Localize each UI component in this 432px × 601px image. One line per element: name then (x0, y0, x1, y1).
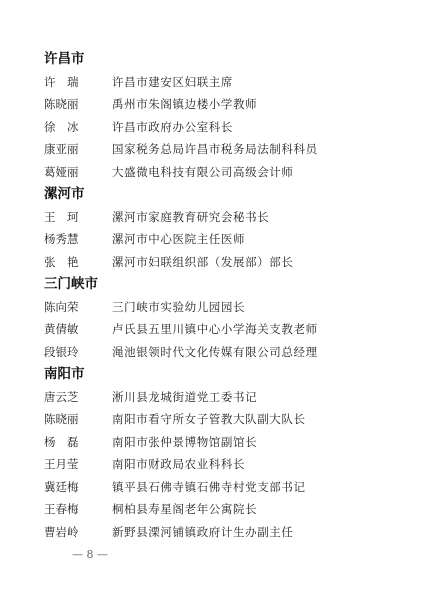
person-role: 漯河市家庭教育研究会秘书长 (112, 209, 270, 224)
person-name: 王 珂 (44, 209, 79, 224)
list-item (44, 93, 404, 116)
person-role: 国家税务总局许昌市税务局法制科科员 (112, 142, 318, 156)
person-name: 黄倩敏 (44, 322, 79, 336)
list-item (44, 476, 404, 499)
section-title: 三门峡市 (44, 276, 98, 292)
list-item (44, 453, 404, 476)
person-name: 杨 磊 (44, 434, 79, 449)
list-item (44, 431, 404, 454)
section-title: 许昌市 (44, 51, 85, 67)
list-item (44, 116, 404, 139)
person-name: 陈晓丽 (44, 412, 79, 426)
person-role: 桐柏县寿星阁老年公寓院长 (112, 502, 258, 516)
person-role: 镇平县石佛寺镇石佛寺村党支部书记 (112, 479, 306, 494)
person-name: 唐云芝 (44, 389, 79, 404)
list-item (44, 498, 404, 521)
person-role: 许昌市建安区妇联主席 (112, 74, 233, 89)
person-role: 大盛微电科技有限公司高级会计师 (112, 164, 294, 179)
list-item (44, 296, 404, 319)
person-role: 南阳市财政局农业科科长 (112, 457, 246, 471)
person-role: 淅川县龙城街道党工委书记 (112, 389, 258, 404)
section-title: 漯河市 (44, 186, 85, 202)
person-name: 冀廷梅 (44, 479, 79, 494)
list-item (44, 341, 404, 364)
person-name: 陈晓丽 (44, 97, 79, 111)
list-item (44, 251, 404, 274)
list-item (44, 228, 404, 251)
person-name: 康亚丽 (44, 142, 79, 156)
list-item (44, 206, 404, 229)
list-item (44, 138, 404, 161)
person-role: 卢氏县五里川镇中心小学海关支教老师 (112, 322, 318, 336)
person-name: 曹岩岭 (44, 524, 79, 539)
person-role: 渑池银领时代文化传媒有限公司总经理 (112, 344, 318, 359)
person-name: 张 艳 (44, 254, 79, 269)
person-role: 新野县溧河铺镇政府计生办副主任 (112, 524, 294, 539)
person-role: 漯河市妇联组织部（发展部）部长 (112, 254, 294, 269)
person-name: 徐 冰 (44, 119, 79, 134)
person-role: 南阳市看守所女子管教大队副大队长 (112, 412, 306, 426)
person-role: 禹州市朱阁镇边楼小学教师 (112, 97, 258, 111)
list-item (44, 386, 404, 409)
person-name: 许 瑞 (44, 74, 79, 89)
person-name: 陈向荣 (44, 299, 79, 314)
list-item (44, 408, 404, 431)
person-name: 王春梅 (44, 502, 79, 516)
page-number: — 8 — (72, 548, 108, 561)
list-item (44, 161, 404, 184)
person-role: 许昌市政府办公室科长 (112, 119, 233, 134)
person-role: 漯河市中心医院主任医师 (112, 232, 246, 246)
list-item (44, 71, 404, 94)
list-item (44, 318, 404, 341)
person-name: 段银玲 (44, 344, 79, 359)
person-role: 南阳市张仲景博物馆副馆长 (112, 434, 258, 449)
person-name: 王月莹 (44, 457, 79, 471)
list-item (44, 521, 404, 544)
person-name: 杨秀慧 (44, 232, 79, 246)
person-role: 三门峡市实验幼儿园园长 (112, 299, 246, 314)
document-body (44, 48, 404, 543)
person-name: 葛娅丽 (44, 164, 79, 179)
section-title: 南阳市 (44, 366, 85, 382)
